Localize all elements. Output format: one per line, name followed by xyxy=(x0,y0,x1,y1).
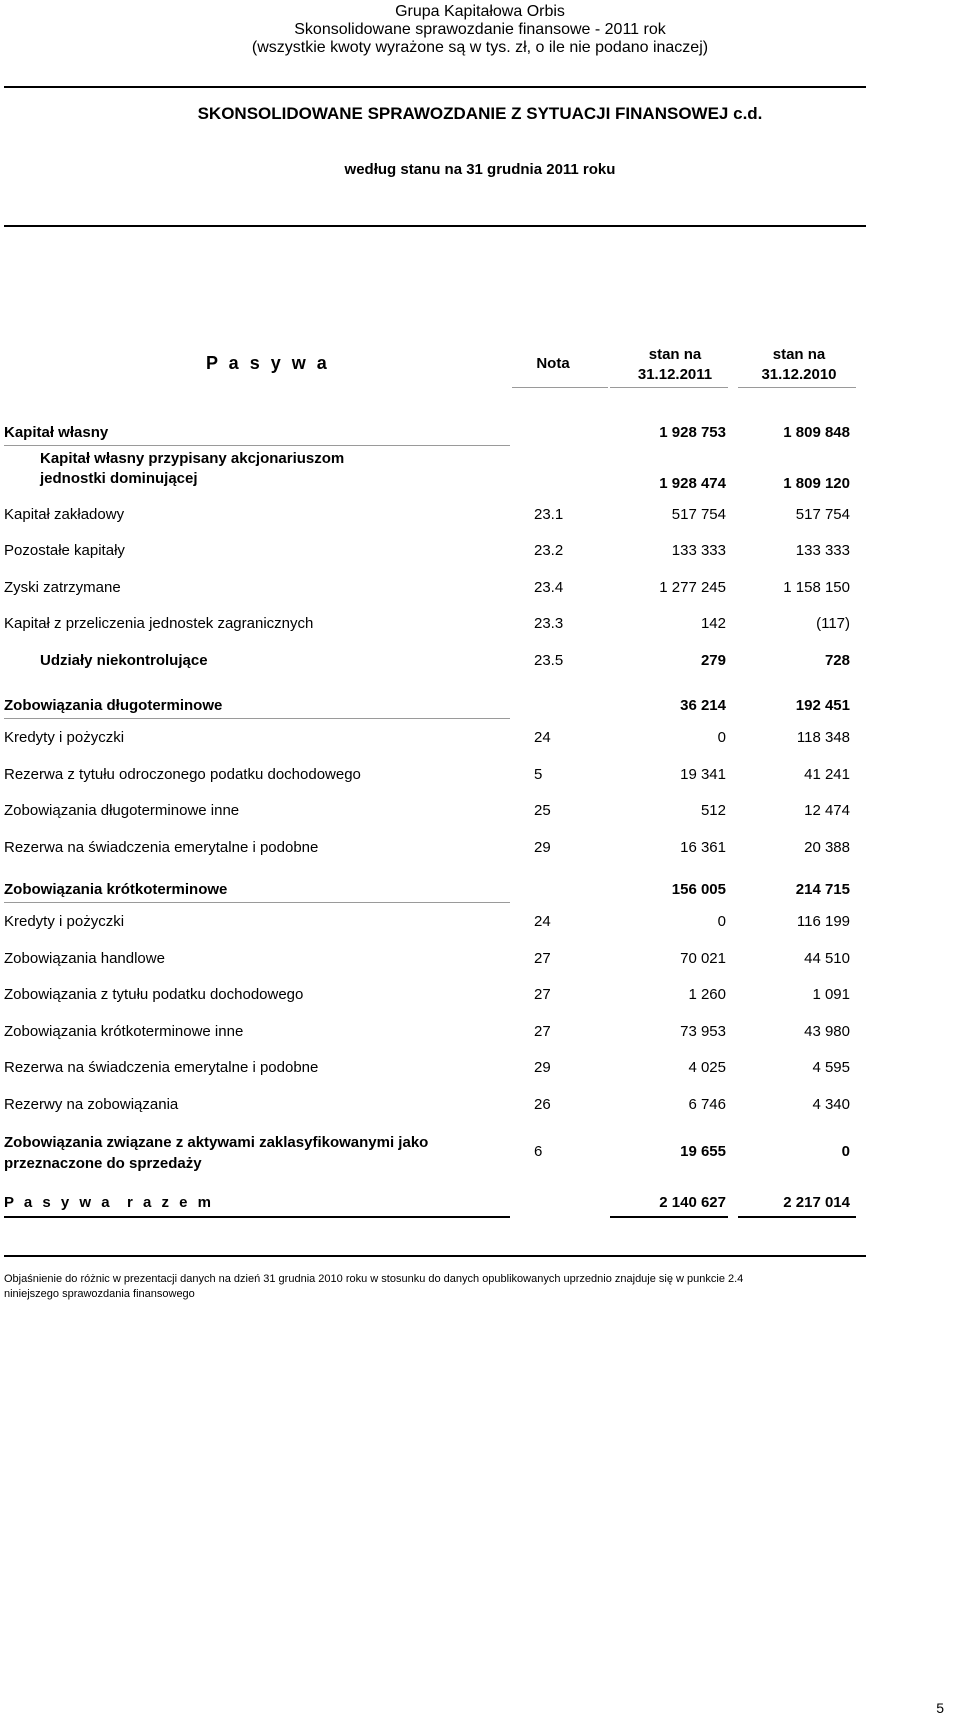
row-label: Rezerwa na świadczenia emerytalne i podobne xyxy=(4,1059,319,1076)
row-label: Pozostałe kapitały xyxy=(4,542,125,559)
value-2011: 0 xyxy=(717,913,726,930)
row-separator xyxy=(4,445,510,446)
page-subtitle: według stanu na 31 grudnia 2011 roku xyxy=(344,161,616,178)
row-nota: 26 xyxy=(534,1096,551,1113)
col-2010-header-line1: stan na xyxy=(772,346,826,363)
row-label: Kapitał z przeliczenia jednostek zagranicznych xyxy=(4,615,314,632)
value-2011: 1 928 474 xyxy=(659,475,726,492)
value-2010: 1 809 848 xyxy=(783,424,850,441)
header-underline-2011 xyxy=(610,387,728,388)
col-2011-header xyxy=(620,345,730,385)
value-2011: 73 953 xyxy=(680,1023,726,1040)
row-nota: 24 xyxy=(534,913,551,930)
row-label: Rezerwa na świadczenia emerytalne i podobne xyxy=(4,839,319,856)
row-label: Zobowiązania z tytułu podatku dochodowego xyxy=(4,986,304,1003)
value-2010: 2 217 014 xyxy=(783,1194,850,1211)
value-2010: 214 715 xyxy=(795,881,850,898)
total-underline-2011 xyxy=(610,1216,728,1218)
row-separator xyxy=(4,902,510,903)
col-2011-header-line2: 31.12.2011 xyxy=(637,366,713,383)
value-2010: 1 158 150 xyxy=(783,579,850,596)
row-label-line2: jednostki dominującej xyxy=(40,470,198,487)
row-label: Rezerwa z tytułu odroczonego podatku dochodowego xyxy=(4,766,361,783)
value-2011: 279 xyxy=(700,652,726,669)
title-rule xyxy=(4,225,866,227)
value-2011: 36 214 xyxy=(680,697,726,714)
value-2011: 19 341 xyxy=(680,766,726,783)
value-2010: 192 451 xyxy=(795,697,850,714)
value-2010: 1 091 xyxy=(812,986,850,1003)
value-2011: 133 333 xyxy=(671,542,726,559)
value-2010: 4 595 xyxy=(812,1059,850,1076)
row-label: Kapitał własny xyxy=(4,424,109,441)
section-heading-pasywa: P a s y w a xyxy=(206,353,330,373)
value-2011: 1 277 245 xyxy=(659,579,726,596)
row-label xyxy=(4,1132,428,1174)
row-separator xyxy=(4,718,510,719)
value-2011: 70 021 xyxy=(680,950,726,967)
footnote-line1: Objaśnienie do różnic w prezentacji danych na dzień 31 grudnia 2010 roku w stosunku do danych opublikowanych uprzednio znajduje się w punkcie 2.4 xyxy=(4,1273,744,1285)
footnote-line2: niniejszego sprawozdania finansowego xyxy=(4,1288,195,1300)
row-nota: 23.3 xyxy=(534,615,564,632)
value-2011: 4 025 xyxy=(688,1059,726,1076)
row-label-line1: Kapitał własny przypisany akcjonariuszom xyxy=(40,450,345,467)
row-label: Zobowiązania długoterminowe inne xyxy=(4,802,240,819)
value-2010: 41 241 xyxy=(804,766,850,783)
value-2011: 142 xyxy=(700,615,726,632)
row-label: Zobowiązania krótkoterminowe xyxy=(4,881,228,898)
row-nota: 29 xyxy=(534,1059,551,1076)
value-2010: 728 xyxy=(824,652,850,669)
value-2010: 517 754 xyxy=(795,506,850,523)
row-label: Udziały niekontrolujące xyxy=(40,652,208,669)
row-label-line1: Zobowiązania związane z aktywami zaklasyfikowanymi jako xyxy=(4,1134,429,1151)
row-nota: 24 xyxy=(534,729,551,746)
page-number: 5 xyxy=(936,1700,944,1716)
row-label xyxy=(40,449,344,489)
value-2010: 12 474 xyxy=(804,802,850,819)
value-2010: (117) xyxy=(816,615,850,632)
report-header-line1: Grupa Kapitałowa Orbis xyxy=(395,3,565,20)
nota-column-header: Nota xyxy=(536,355,570,372)
footnote xyxy=(4,1272,904,1302)
footer-rule xyxy=(4,1255,866,1257)
header-underline-2010 xyxy=(738,387,856,388)
row-nota: 27 xyxy=(534,950,551,967)
row-label: Zobowiązania handlowe xyxy=(4,950,165,967)
value-2010: 133 333 xyxy=(795,542,850,559)
value-2011: 1 928 753 xyxy=(659,424,726,441)
value-2011: 0 xyxy=(717,729,726,746)
row-nota: 29 xyxy=(534,839,551,856)
value-2010: 118 348 xyxy=(796,729,850,746)
value-2011: 156 005 xyxy=(671,881,726,898)
value-2010: 20 388 xyxy=(804,839,850,856)
value-2011: 19 655 xyxy=(680,1143,726,1160)
page-title: SKONSOLIDOWANE SPRAWOZDANIE Z SYTUACJI FINANSOWEJ c.d. xyxy=(197,104,763,123)
row-nota: 23.5 xyxy=(534,652,564,669)
header-rule xyxy=(4,86,866,88)
row-nota: 25 xyxy=(534,802,551,819)
row-nota: 23.4 xyxy=(534,579,564,596)
row-nota: 27 xyxy=(534,1023,551,1040)
report-header-line3: (wszystkie kwoty wyrażone są w tys. zł, o ile nie podano inaczej) xyxy=(251,39,709,56)
value-2011: 2 140 627 xyxy=(659,1194,726,1211)
report-header-line2: Skonsolidowane sprawozdanie finansowe - 2011 rok xyxy=(294,21,666,38)
value-2010: 44 510 xyxy=(804,950,850,967)
row-label: P a s y w a r a z e m xyxy=(4,1194,214,1211)
value-2010: 43 980 xyxy=(804,1023,850,1040)
value-2011: 16 361 xyxy=(680,839,726,856)
value-2010: 0 xyxy=(841,1143,850,1160)
row-nota: 23.2 xyxy=(534,542,564,559)
value-2011: 512 xyxy=(700,802,726,819)
row-nota: 27 xyxy=(534,986,551,1003)
row-label-line2: przeznaczone do sprzedaży xyxy=(4,1155,202,1172)
row-label: Kapitał zakładowy xyxy=(4,506,125,523)
row-nota: 5 xyxy=(534,766,543,783)
row-nota: 23.1 xyxy=(534,506,564,523)
value-2010: 4 340 xyxy=(812,1096,850,1113)
value-2011: 6 746 xyxy=(688,1096,726,1113)
value-2011: 1 260 xyxy=(688,986,726,1003)
row-label: Zyski zatrzymane xyxy=(4,579,121,596)
value-2011: 517 754 xyxy=(671,506,726,523)
row-label: Rezerwy na zobowiązania xyxy=(4,1096,179,1113)
col-2010-header-line2: 31.12.2010 xyxy=(761,366,837,383)
col-2011-header-line1: stan na xyxy=(648,346,702,363)
row-label: Kredyty i pożyczki xyxy=(4,913,125,930)
header-underline-nota xyxy=(512,387,608,388)
col-2010-header xyxy=(744,345,854,385)
row-label: Kredyty i pożyczki xyxy=(4,729,125,746)
value-2010: 116 199 xyxy=(796,913,850,930)
row-nota: 6 xyxy=(534,1143,543,1160)
total-underline xyxy=(4,1216,510,1218)
row-label: Zobowiązania długoterminowe xyxy=(4,697,223,714)
total-underline-2010 xyxy=(738,1216,856,1218)
row-label: Zobowiązania krótkoterminowe inne xyxy=(4,1023,244,1040)
value-2010: 1 809 120 xyxy=(783,475,850,492)
